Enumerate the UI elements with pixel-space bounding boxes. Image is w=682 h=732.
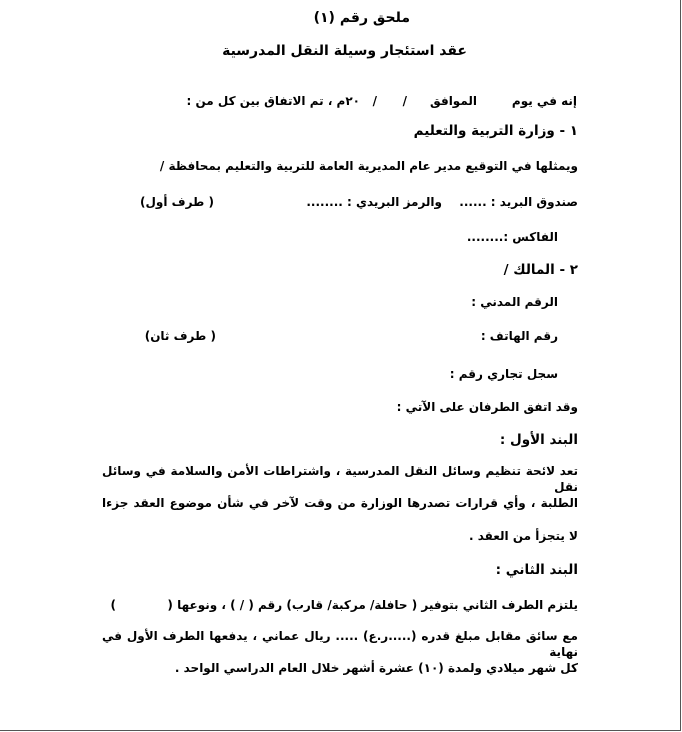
intro-agreement: ٢٠م ، تم الاتفاق بين كل من :	[186, 94, 360, 108]
clause1-title: البند الأول :	[499, 432, 578, 448]
annex-title: ملحق رقم (١)	[313, 10, 410, 26]
clause2-line1: يلتزم الطرف الثاني بتوفير ( حافلة/ مركبة/ قارب) رقم ( / ) ، ونوعها (	[167, 598, 578, 612]
party1-heading: ١ - وزارة التربية والتعليم	[413, 123, 578, 139]
clause2-line1-close: )	[110, 598, 116, 612]
contract-title: عقد استئجار وسيلة النقل المدرسية	[222, 43, 467, 59]
party2-heading: ٢ - المالك /	[503, 262, 578, 278]
intro-slash-1: /	[402, 94, 407, 108]
clause2-title: البند الثاني :	[495, 562, 578, 578]
party1-represented: ويمثلها في التوقيع مدير عام المديرية العامة للتربية والتعليم بمحافظة /	[159, 159, 578, 173]
clause1-line2: الطلبة ، وأي قرارات تصدرها الوزارة من وقت لآخر في شأن موضوع العقد جزءا	[102, 496, 578, 510]
clause2-line3: كل شهر ميلادي ولمدة (١٠) عشرة أشهر خلال العام الدراسي الواحد .	[174, 661, 578, 675]
party2-phone: رقم الهاتف :	[480, 329, 558, 343]
party2-commercial-reg: سجل تجاري رقم :	[449, 367, 558, 381]
intro-corresponding: الموافق	[430, 94, 477, 108]
party1-pobox: صندوق البريد : ......	[459, 195, 578, 209]
intro-day: إنه في يوم	[511, 94, 577, 108]
intro-slash-2: /	[372, 94, 377, 108]
clause2-line2: مع سائق مقابل مبلغ قدره (.....ر.ع) ..... ريال عماني ، يدفعها الطرف الأول في نهاية	[102, 629, 578, 659]
clause1-line3: لا يتجزأ من العقد .	[468, 529, 578, 543]
party1-postal: والرمز البريدي : ........	[306, 195, 442, 209]
party2-label: ( طرف ثان)	[144, 329, 216, 343]
clause1-line1: تعد لائحة تنظيم وسائل النقل المدرسية ، واشتراطات الأمن والسلامة في وسائل نقل	[102, 464, 578, 494]
party1-fax: الفاكس :........	[466, 230, 558, 244]
party2-civil-id: الرقم المدني :	[471, 295, 558, 309]
agreed-text: وقد اتفق الطرفان على الآتي :	[396, 400, 578, 414]
party1-label: ( طرف أول)	[139, 195, 214, 209]
